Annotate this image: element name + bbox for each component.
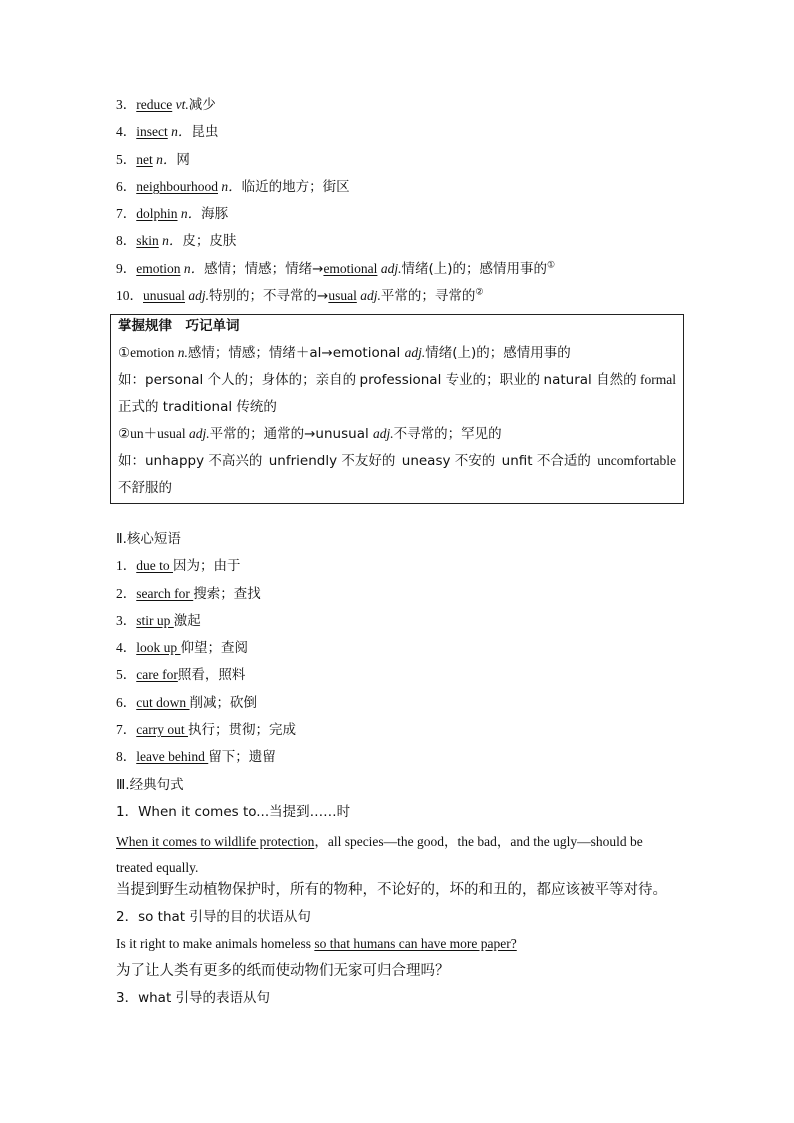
tip-examples-2: 如：unhappy 不高兴的 unfriendly 不友好的 uneasy 不安的 unfit 不合适的 uncomfortable [118, 453, 676, 469]
phrase-item: 3．stir up 激起 [116, 613, 201, 629]
section-title-sentences: Ⅲ.经典句式 [116, 777, 184, 793]
phrase-item: 6．cut down 削减；砍倒 [116, 695, 257, 711]
vocab-word: unusual [143, 288, 185, 303]
phrase-item: 8．leave behind 留下；遗留 [116, 749, 276, 765]
sentence-pattern-3: 3．what 引导的表语从句 [116, 990, 271, 1006]
section-title-phrases: Ⅱ.核心短语 [116, 531, 181, 547]
vocab-item: 8．skin n．皮；皮肤 [116, 233, 237, 249]
vocab-item: 10．unusual adj.特别的；不寻常的→usual adj.平常的；寻常的② [116, 286, 484, 304]
vocab-item: 5．net n．网 [116, 152, 190, 168]
phrase-item: 7．carry out 执行；贯彻；完成 [116, 722, 296, 738]
vocab-item: 3．reduce vt.减少 [116, 97, 216, 113]
tip-rule-1: ①emotion n.感情；情感；情绪＋al→emotional adj.情绪(上)的；感情用事的 [118, 345, 571, 361]
phrase-item: 1．due to 因为；由于 [116, 558, 241, 574]
vocab-item: 7．dolphin n．海豚 [116, 206, 229, 222]
vocab-item: 6．neighbourhood n．临近的地方；街区 [116, 179, 350, 195]
example-translation-2: 为了让人类有更多的纸而使动物们无家可归合理吗？ [116, 963, 450, 979]
phrase-item: 4．look up 仰望；查阅 [116, 640, 249, 656]
vocab-word: net [136, 152, 153, 167]
example-translation-1: 当提到野生动植物保护时，所有的物种，不论好的，坏的和丑的，都应该被平等对待。 [116, 882, 667, 898]
footnote-mark: ② [475, 286, 484, 297]
example-sentence-1: When it comes to wildlife protection，all species—the good，the bad，and the ugly—should be treated equally. [116, 834, 643, 875]
sentence-pattern-2: 2．so that 引导的目的状语从句 [116, 909, 311, 925]
tip-box [110, 314, 684, 504]
vocab-word: reduce [136, 97, 173, 112]
sentence-pattern-1: 1．When it comes to...当提到……时 [116, 804, 351, 820]
example-sentence-2: Is it right to make animals homeless so that humans can have more paper? [116, 936, 517, 951]
tip-examples-1-cont: 正式的 traditional 传统的 [118, 399, 277, 415]
tip-examples-2-cont: 不舒服的 [118, 480, 172, 496]
phrase-item: 5．care for照看，照料 [116, 667, 246, 683]
tip-box-title: 掌握规律 巧记单词 [118, 318, 240, 334]
footnote-mark: ① [547, 259, 556, 270]
phrase-item: 2．search for 搜索；查找 [116, 586, 261, 602]
tip-rule-2: ②un＋usual adj.平常的；通常的→unusual adj.不寻常的；罕见的 [118, 426, 502, 442]
derived-word: emotional [323, 261, 378, 276]
tip-examples-1: 如：personal 个人的；身体的；亲自的 professional 专业的；职业的 natural 自然的 formal [118, 372, 676, 388]
vocab-word: dolphin [136, 206, 178, 221]
vocab-item: 9．emotion n．感情；情感；情绪→emotional adj.情绪(上)的；感情用事的① [116, 259, 556, 277]
vocab-item: 4．insect n．昆虫 [116, 124, 219, 140]
vocab-word: insect [136, 124, 168, 139]
derived-word: usual [328, 288, 357, 303]
vocab-word: neighbourhood [136, 179, 218, 194]
vocab-word: emotion [136, 261, 181, 276]
vocab-word: skin [136, 233, 159, 248]
